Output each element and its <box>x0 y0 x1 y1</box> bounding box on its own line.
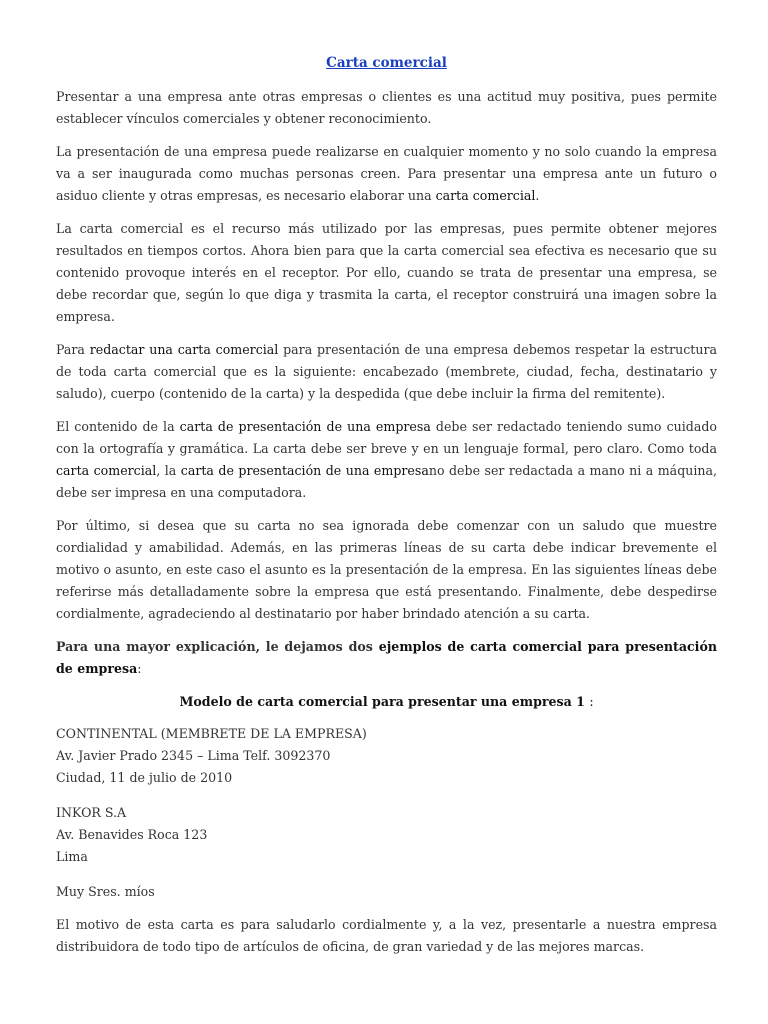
paragraph-resource: La carta comercial es el recurso más utilizado por las empresas, pues permite obtener mejores resultados en tiempos cortos. Ahora bien para que la carta comercial sea efectiva es necesario que su contenido provoque interés en el receptor. Por ello, cuando se trata de presentar una empresa, se debe recordar que, según lo que diga y trasmita la carta, el receptor construirá una imagen sobre la empresa. <box>56 221 717 324</box>
paragraph-text: no debe ser redactada a mano ni a máquina, debe ser impresa en una computadora. <box>56 463 718 500</box>
recipient-address: Av. Benavides Roca 123 <box>56 827 208 842</box>
redactar-carta-link[interactable]: redactar una carta comercial <box>89 342 279 357</box>
paragraph-structure <box>56 339 717 405</box>
paragraph-text: Para <box>56 342 90 357</box>
carta-comercial-link[interactable]: carta comercial <box>435 188 536 203</box>
recipient-block <box>56 802 717 868</box>
letter-body: El motivo de esta carta es para saludarlo cordialmente y, a la vez, presentarle a nuestra empresa distribuidora de todo tipo de artículos de oficina, de gran variedad y de las mejores marcas. <box>56 917 717 954</box>
paragraph-examples <box>56 636 717 680</box>
paragraph-text: : <box>137 661 142 676</box>
paragraph-text: La presentación de una empresa puede realizarse en cualquier momento y no solo cuando la empresa va a ser inaugurada como muchas personas creen. Para presentar una empresa ante un futuro o asiduo cliente y otras empresas, es necesario elaborar una <box>56 144 717 203</box>
paragraph-presentation <box>56 141 717 207</box>
salutation: Muy Sres. míos <box>56 884 155 899</box>
paragraph-text: debe ser redactado teniendo sumo cuidado con la ortografía y gramática. La carta debe ser breve y en un lenguaje formal, pero claro. Como toda <box>56 419 717 456</box>
paragraph-text: El contenido de la <box>56 419 180 434</box>
recipient-name: INKOR S.A <box>56 805 127 820</box>
ejemplos-carta-link[interactable]: ejemplos de carta comercial para presentación de empresa <box>56 639 717 676</box>
carta-presentacion-link[interactable]: carta de presentación de una empresa <box>180 463 429 478</box>
paragraph-content <box>56 416 717 504</box>
letterhead-block <box>56 723 717 789</box>
model-heading-suffix: : <box>589 694 594 709</box>
paragraph-text: para presentación de una empresa debemos respetar la estructura de toda carta comercial que es la siguiente: encabezado (membrete, ciudad, fecha, destinatario y saludo), cuerpo (contenido de la carta) y la despedida (que debe incluir la firma del remitente). <box>56 342 717 401</box>
carta-comercial-link[interactable]: carta comercial <box>56 463 157 478</box>
recipient-city: Lima <box>56 849 88 864</box>
letterhead-company: CONTINENTAL (MEMBRETE DE LA EMPRESA) <box>56 726 367 741</box>
carta-presentacion-link[interactable]: carta de presentación de una empresa <box>179 419 431 434</box>
paragraph-text: , la <box>156 463 181 478</box>
paragraph-intro: Presentar a una empresa ante otras empresas o clientes es una actitud muy positiva, pues permite establecer vínculos comerciales y obtener reconocimiento. <box>56 89 717 126</box>
paragraph-final: Por último, si desea que su carta no sea ignorada debe comenzar con un saludo que muestre cordialidad y amabilidad. Además, en las primeras líneas de su carta debe indicar brevemente el motivo o asunto, en este caso el asunto es la presentación de la empresa. En las siguientes líneas debe referirse más detalladamente sobre la empresa que está presentando. Finalmente, debe despedirse cordialmente, agradeciendo al destinatario por haber brindado atención a su carta. <box>56 518 717 621</box>
paragraph-text: Para una mayor explicación, le dejamos dos <box>56 639 379 654</box>
letterhead-date: Ciudad, 11 de julio de 2010 <box>56 770 233 785</box>
letterhead-address: Av. Javier Prado 2345 – Lima Telf. 3092370 <box>56 748 331 763</box>
model-heading <box>56 691 717 713</box>
model-heading-text: Modelo de carta comercial para presentar una empresa 1 <box>179 694 590 709</box>
document-title-link[interactable]: Carta comercial <box>326 55 447 71</box>
paragraph-text: . <box>535 188 540 203</box>
